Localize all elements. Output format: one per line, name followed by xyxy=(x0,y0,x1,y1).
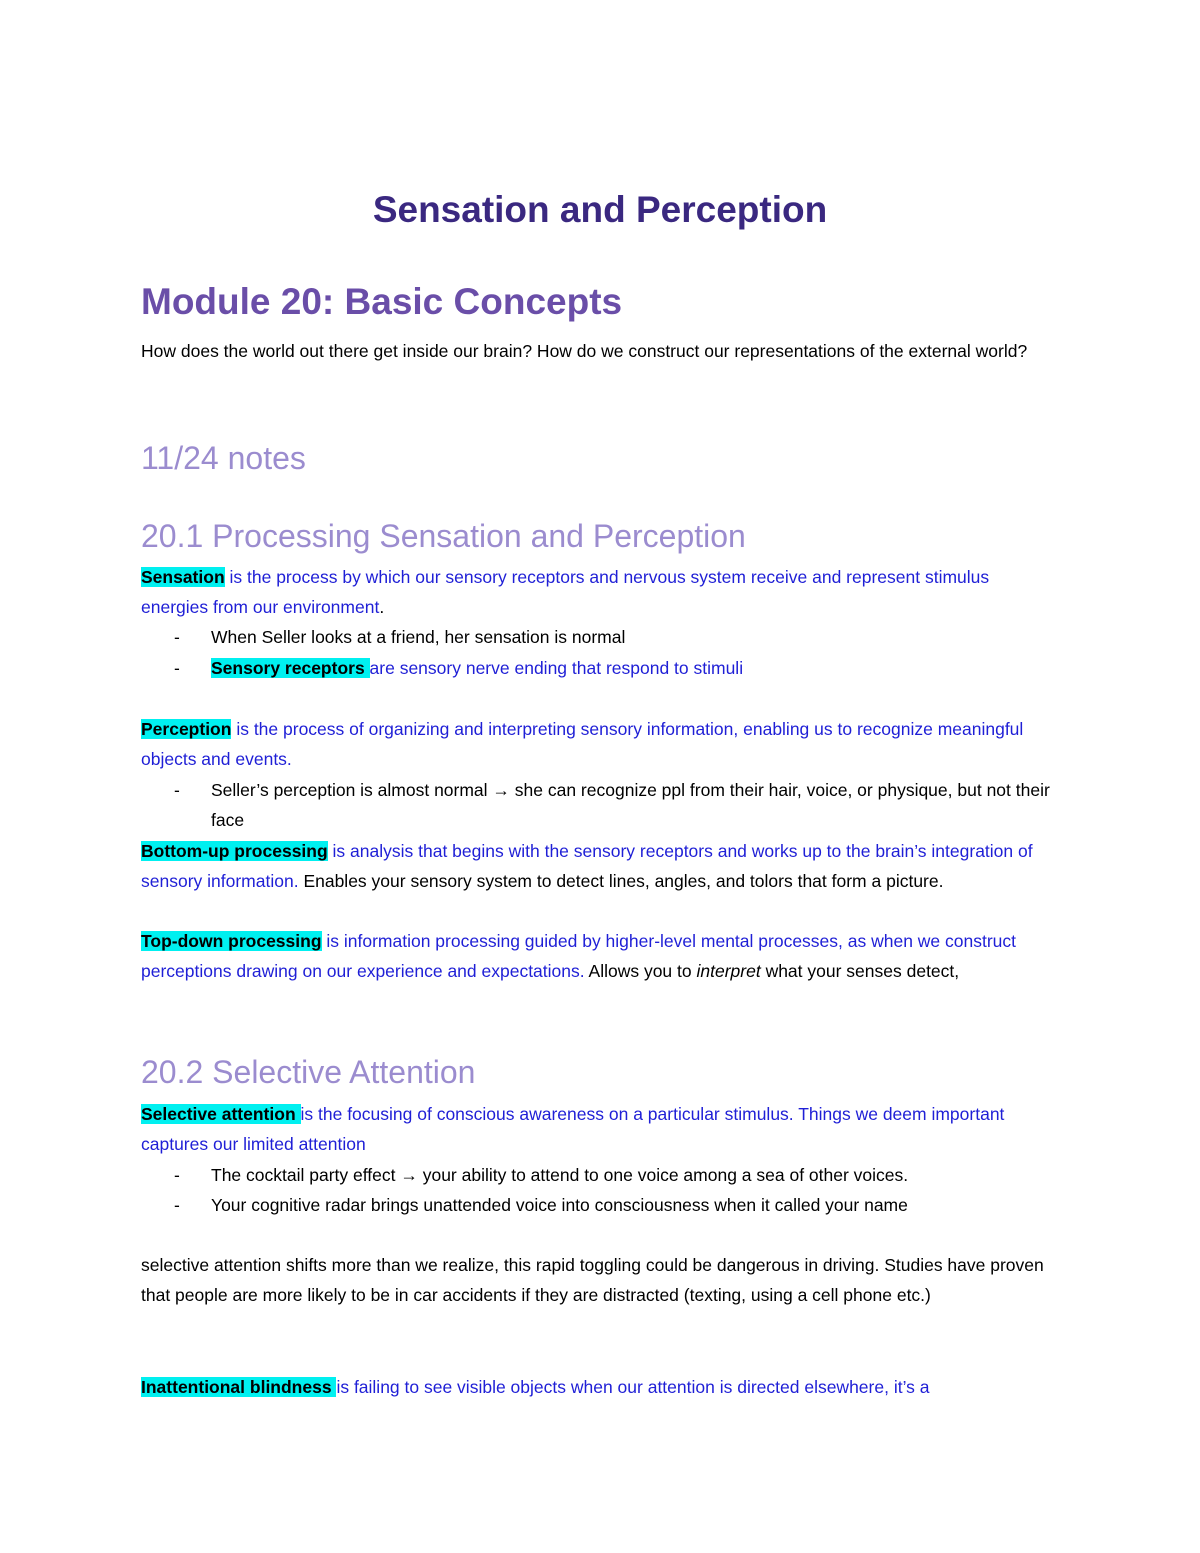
term-highlight: Inattentional blindness xyxy=(141,1377,337,1397)
bullet-dash: - xyxy=(174,658,180,678)
italic-text: interpret xyxy=(696,961,761,982)
list-item-text: When Seller looks at a friend, her sensation is normal xyxy=(211,627,626,647)
list-item-text: The cocktail party effect → your ability to attend to one voice among a sea of other voices. xyxy=(211,1165,909,1185)
sensation-definition xyxy=(141,562,1061,623)
list-item-text: Your cognitive radar brings unattended voice into consciousness when it called your name xyxy=(211,1195,908,1215)
selective-attention-definition xyxy=(141,1099,1061,1160)
definition-text: is the process by which our sensory receptors and nervous system receive and represent stimulus energies from our environment xyxy=(141,567,990,618)
term-highlight: Bottom-up processing xyxy=(141,841,328,861)
top-down-definition xyxy=(141,926,1061,987)
definition-text: is information processing guided by higher-level mental processes, as when we construct perceptions drawing on our experience and expectations. xyxy=(141,931,1017,982)
section-heading-20-1: 20.1 Processing Sensation and Perception xyxy=(141,518,746,554)
term-highlight: Perception xyxy=(141,719,232,739)
list-item xyxy=(174,775,1064,836)
module-heading: Module 20: Basic Concepts xyxy=(141,281,623,322)
section-heading-20-2: 20.2 Selective Attention xyxy=(141,1054,476,1090)
list-item xyxy=(174,622,1064,652)
definition-text: is the process of organizing and interpreting sensory information, enabling us to recognize meaningful objects and events. xyxy=(141,719,1024,770)
extra-text: Allows you to xyxy=(584,961,697,982)
term-highlight: Top-down processing xyxy=(141,931,322,951)
bullet-dash: - xyxy=(174,627,180,647)
bottom-up-definition xyxy=(141,836,1061,897)
term-highlight: Sensory receptors xyxy=(211,658,370,678)
term-highlight: Selective attention xyxy=(141,1104,301,1124)
term-highlight: Sensation xyxy=(141,567,225,587)
definition-text: is failing to see visible objects when our attention is directed elsewhere, it’s a xyxy=(336,1377,930,1397)
list-item xyxy=(174,653,1064,683)
list-item-text: Seller’s perception is almost normal → she can recognize ppl from their hair, voice, or physique, but not their face xyxy=(211,780,1050,831)
bullet-dash: - xyxy=(174,1165,180,1185)
bullet-dash: - xyxy=(174,780,180,800)
extra-text: what your senses detect, xyxy=(760,961,960,982)
inattentional-blindness-definition xyxy=(141,1372,1061,1402)
notes-date-heading: 11/24 notes xyxy=(141,440,306,476)
definition-text: is the focusing of conscious awareness on a particular stimulus. Things we deem important captures our limited attention xyxy=(141,1104,1005,1155)
list-item xyxy=(174,1190,1064,1220)
perception-definition xyxy=(141,714,1061,775)
period-text: . xyxy=(379,597,385,618)
list-item-text xyxy=(211,653,1064,683)
page-title: Sensation and Perception xyxy=(372,189,828,230)
extra-text: Enables your sensory system to detect lines, angles, and tolors that form a picture. xyxy=(298,871,944,892)
definition-text: are sensory nerve ending that respond to stimuli xyxy=(369,658,744,678)
selective-attention-paragraph: selective attention shifts more than we realize, this rapid toggling could be dangerous in driving. Studies have proven that people are more likely to be in car accidents if they are distracted (texting, using a cell phone etc.) xyxy=(141,1255,1044,1306)
list-item xyxy=(174,1160,1064,1190)
bullet-dash: - xyxy=(174,1195,180,1215)
intro-paragraph: How does the world out there get inside our brain? How do we construct our representations of the external world? xyxy=(141,341,1028,361)
definition-text: is analysis that begins with the sensory receptors and works up to the brain’s integration of sensory information. xyxy=(141,841,1033,892)
